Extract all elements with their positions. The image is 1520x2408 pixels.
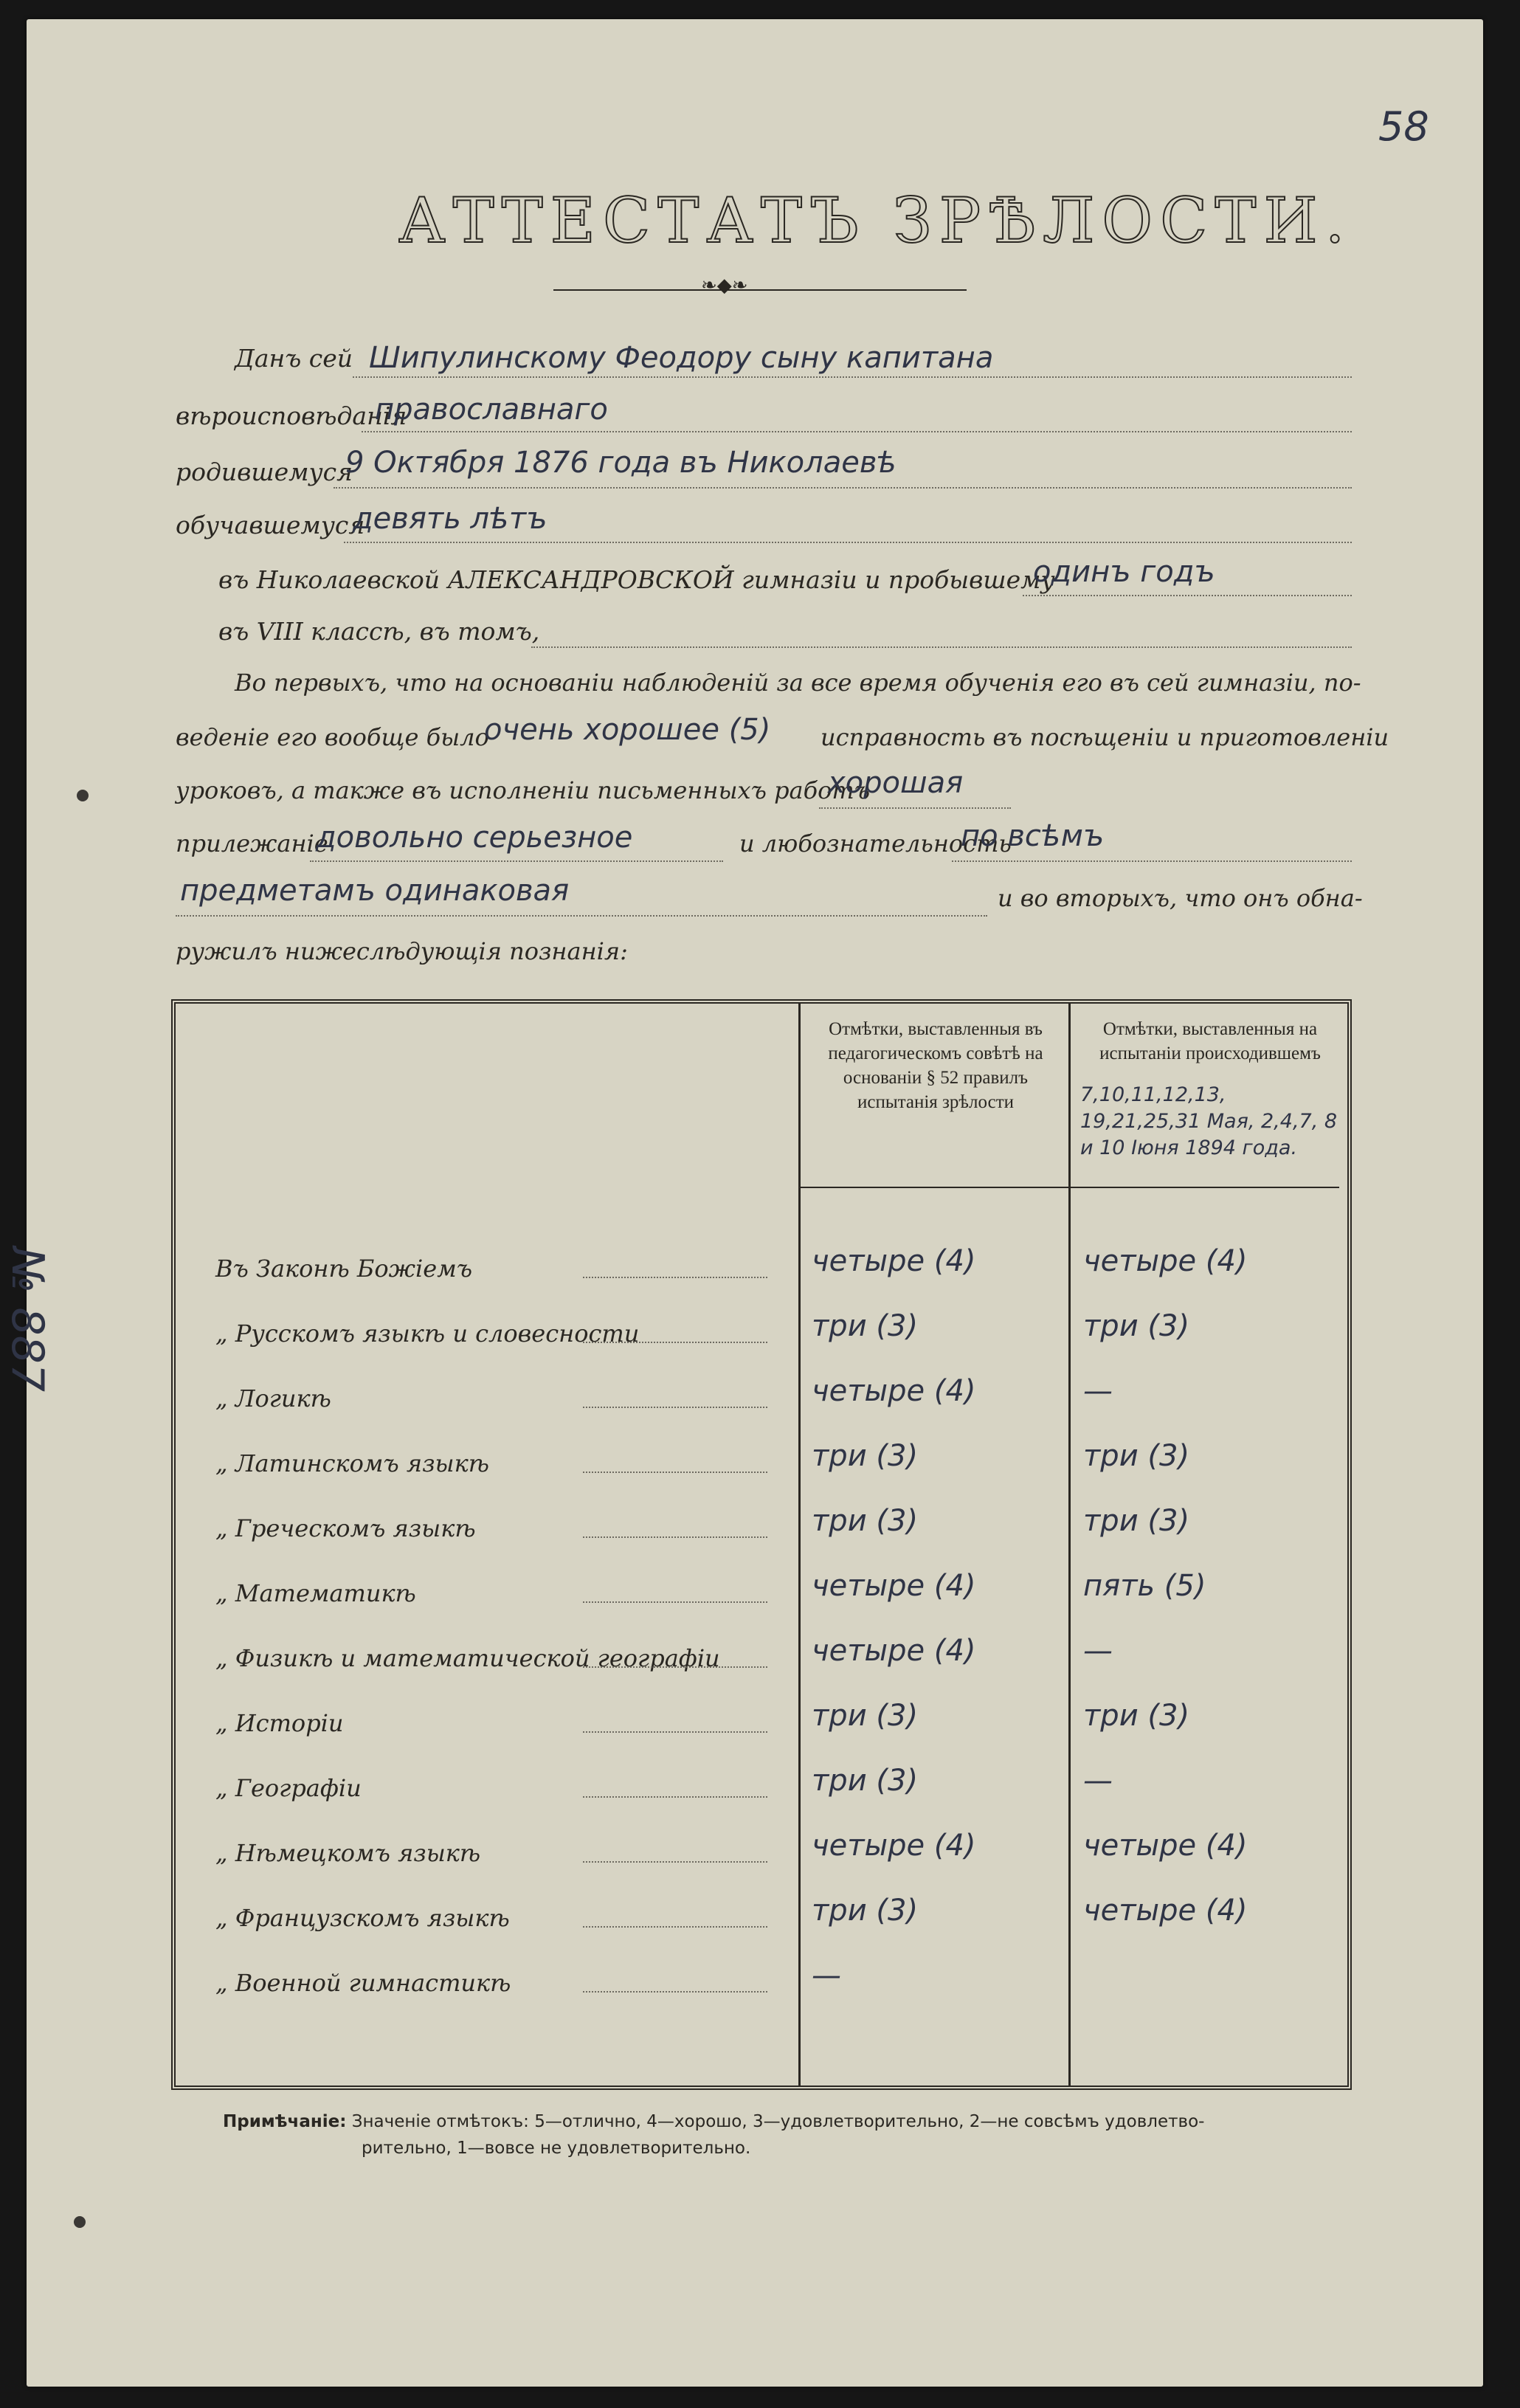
subject-name: „ Русскомъ языкѣ и словесности xyxy=(215,1319,640,1348)
exam-grade: пять (5) xyxy=(1083,1569,1206,1603)
subject-name: Въ Законѣ Божіемъ xyxy=(215,1255,473,1283)
col1-header: Отмѣтки, выставленныя въ педагогическомъ совѣтѣ на основаніи § 52 правилъ испытанія зрѣлости xyxy=(828,1019,1043,1112)
leader-dots xyxy=(583,1472,767,1473)
leader-dots xyxy=(583,1926,767,1928)
exam-grade: четыре (4) xyxy=(1083,1894,1248,1928)
written-works-grade: хорошая xyxy=(828,766,964,800)
punch-hole xyxy=(77,790,89,801)
exam-grade: — xyxy=(1083,1764,1113,1798)
council-grade: четыре (4) xyxy=(812,1634,976,1668)
council-grade: четыре (4) xyxy=(812,1829,976,1863)
paragraph-line5b: и во вторыхъ, что онъ обна- xyxy=(998,884,1363,912)
council-grade: три (3) xyxy=(812,1764,919,1798)
leader-dots xyxy=(583,1731,767,1733)
exam-grade: три (3) xyxy=(1083,1309,1190,1343)
leader-dots xyxy=(583,1277,767,1278)
line5-underline xyxy=(1023,595,1352,596)
leader-dots xyxy=(583,1861,767,1863)
council-grade: четыре (4) xyxy=(812,1374,976,1408)
leader-dots xyxy=(583,1407,767,1408)
title-rule xyxy=(553,289,967,291)
header-rule xyxy=(801,1187,1339,1188)
council-grade: три (3) xyxy=(812,1894,919,1928)
council-grade: три (3) xyxy=(812,1309,919,1343)
council-grade: три (3) xyxy=(812,1699,919,1733)
leader-dots xyxy=(583,1342,767,1343)
curiosity-grade: по всѣмъ xyxy=(961,819,1105,853)
paragraph-line4b: и любознательность xyxy=(739,829,1012,858)
exam-grade: четыре (4) xyxy=(1083,1829,1248,1863)
line5-label: въ Николаевской АЛЕКСАНДРОВСКОЙ гимназіи и пробывшему xyxy=(218,565,1055,594)
note-line2: рительно, 1—вовсе не удовлетворительно. xyxy=(362,2139,751,2158)
council-grade: три (3) xyxy=(812,1439,919,1473)
line3-underline xyxy=(334,487,1352,489)
student-name: Шипулинскому Феодору сыну капитана xyxy=(369,341,994,375)
subject-name: „ Физикѣ и математической географіи xyxy=(215,1644,720,1672)
leader-dots xyxy=(583,1536,767,1538)
subject-name: „ Исторіи xyxy=(215,1709,344,1737)
page-number: 58 xyxy=(1378,103,1429,150)
subject-name: „ Математикѣ xyxy=(215,1579,416,1607)
subject-name: „ Греческомъ языкѣ xyxy=(215,1514,476,1542)
exam-grade: — xyxy=(1083,1374,1113,1408)
religion: православнаго xyxy=(375,393,608,427)
document-title: АТТЕСТАТЪ ЗРѢЛОСТИ. xyxy=(398,184,1353,257)
col2-header: Отмѣтки, выставленныя на испытаніи происходившемъ xyxy=(1099,1019,1321,1063)
line1-label: Данъ сей xyxy=(235,344,353,373)
subject-name: „ Нѣмецкомъ языкѣ xyxy=(215,1839,481,1867)
exam-grade: три (3) xyxy=(1083,1504,1190,1538)
exam-grade: три (3) xyxy=(1083,1439,1190,1473)
diligence-grade: довольно серьезное xyxy=(316,821,633,855)
paragraph-line2b: исправность въ посѣщеніи и приготовленіи xyxy=(821,723,1389,751)
exam-grade: — xyxy=(1083,1634,1113,1668)
paragraph-line3a: уроковъ, а также въ исполненіи письменныхъ работъ xyxy=(176,776,871,804)
leader-dots xyxy=(583,1666,767,1668)
paragraph-line4a: прилежаніе xyxy=(176,829,328,858)
written-works-underline xyxy=(819,807,1011,809)
leader-dots xyxy=(583,1991,767,1993)
diligence-underline xyxy=(310,860,723,862)
subject-name: „ Логикѣ xyxy=(215,1384,331,1412)
leader-dots xyxy=(583,1796,767,1798)
table-divider-1 xyxy=(798,1004,801,2086)
line4-underline xyxy=(344,542,1352,543)
line2-label: вѣроисповѣданія xyxy=(176,401,407,430)
exam-grade: три (3) xyxy=(1083,1699,1190,1733)
ornament: ❧◆❧ xyxy=(701,275,748,297)
line6-label: въ VIII классѣ, въ томъ, xyxy=(218,617,540,646)
line3-label: родившемуся xyxy=(176,458,353,486)
table-divider-2 xyxy=(1068,1004,1071,2086)
side-register-number: № 887 xyxy=(1,1247,53,1392)
years-in-class: одинъ годъ xyxy=(1033,555,1215,589)
line5-para-underline xyxy=(176,915,987,917)
council-grade: четыре (4) xyxy=(812,1244,976,1278)
birth-info: 9 Октября 1876 года въ Николаевѣ xyxy=(345,446,897,480)
line4-label: обучавшемуся xyxy=(176,511,365,539)
curiosity-grade-cont: предметамъ одинаковая xyxy=(180,874,570,908)
note-label: Примѣчаніе: Значеніе отмѣтокъ: 5—отлично, 4—хорошо, 3—удовлетворительно, 2—не совсѣмъ удовлетво- xyxy=(223,2112,1205,2131)
line1-underline xyxy=(353,376,1352,378)
paragraph-line2a: веденіе его вообще было xyxy=(176,723,489,751)
line2-underline xyxy=(362,431,1352,432)
subject-name: „ Военной гимнастикѣ xyxy=(215,1969,511,1997)
curiosity-underline xyxy=(952,860,1352,862)
paragraph-line6: ружилъ нижеслѣдующія познанія: xyxy=(176,937,628,965)
subject-name: „ Латинскомъ языкѣ xyxy=(215,1449,489,1477)
study-years: девять лѣтъ xyxy=(353,502,547,536)
conduct-grade: очень хорошее (5) xyxy=(484,713,771,747)
council-grade: три (3) xyxy=(812,1504,919,1538)
subject-name: „ Географіи xyxy=(215,1774,362,1802)
council-grade: четыре (4) xyxy=(812,1569,976,1603)
council-grade: — xyxy=(812,1959,841,1993)
paragraph-line1: Во первыхъ, что на основаніи наблюденій за все время обученія его въ сей гимназіи, по- xyxy=(235,669,1361,697)
punch-hole xyxy=(74,2216,86,2228)
line6-underline xyxy=(531,646,1352,648)
exam-dates: 7,10,11,12,13, 19,21,25,31 Мая, 2,4,7, 8 и 10 Іюня 1894 года. xyxy=(1080,1083,1338,1159)
subject-name: „ Французскомъ языкѣ xyxy=(215,1904,510,1932)
leader-dots xyxy=(583,1601,767,1603)
exam-grade: четыре (4) xyxy=(1083,1244,1248,1278)
